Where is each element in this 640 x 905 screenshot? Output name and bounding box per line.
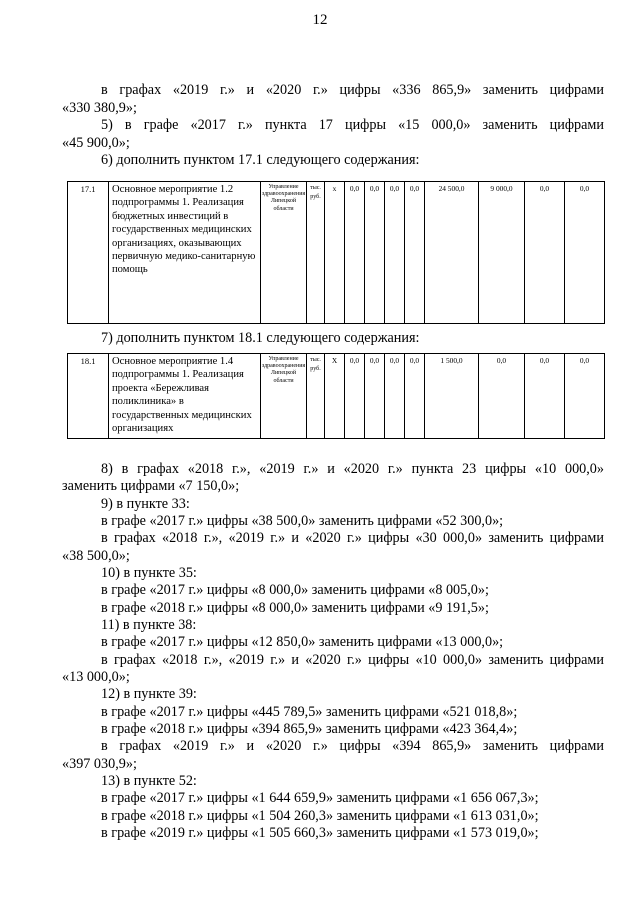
item-value: 0,0 (365, 182, 385, 324)
item-unit: тыс. руб. (307, 182, 325, 324)
page-number: 12 (312, 12, 328, 28)
text-line: в графе «2017 г.» цифры «445 789,5» заменить цифрами «521 018,8»; (101, 704, 518, 720)
text-line: в графе «2017 г.» цифры «12 850,0» заменить цифрами «13 000,0»; (101, 634, 504, 650)
text-line: в графе «2019 г.» цифры «1 505 660,3» заменить цифрами «1 573 019,0»; (101, 825, 539, 841)
item-unit: тыс. руб. (307, 354, 325, 439)
item-value: 0,0 (345, 182, 365, 324)
text-line: в графе «2018 г.» цифры «8 000,0» заменить цифрами «9 191,5»; (101, 600, 489, 616)
item-x: Х (325, 354, 345, 439)
text-line: 12) в пункте 39: (101, 686, 197, 702)
text-line: 11) в пункте 38: (101, 617, 197, 633)
item-value: 0,0 (345, 354, 365, 439)
text-line: 8) в графах «2018 г.», «2019 г.» и «2020 г.» пункта 23 цифры «10 000,0» (101, 461, 604, 477)
text-line: «330 380,9»; (62, 100, 137, 116)
item-value: 0,0 (525, 182, 565, 324)
item-value: 0,0 (565, 182, 605, 324)
item-value: 9 000,0 (479, 182, 525, 324)
text-line: в графах «2019 г.» и «2020 г.» цифры «336 865,9» заменить цифрами (101, 82, 604, 98)
item-value: 0,0 (525, 354, 565, 439)
text-line: в графе «2017 г.» цифры «38 500,0» заменить цифрами «52 300,0»; (101, 513, 504, 529)
item-executor: Управление здравоохранения Липецкой области (261, 354, 307, 439)
text-line: 6) дополнить пунктом 17.1 следующего содержания: (101, 152, 420, 168)
text-line: 5) в графе «2017 г.» пункта 17 цифры «15 000,0» заменить цифрами (101, 117, 604, 133)
text-line: 7) дополнить пунктом 18.1 следующего содержания: (101, 330, 420, 346)
item-name: Основное мероприятие 1.4 подпрограммы 1. Реализация проекта «Бережливая поликлиника» в государственных медицинских организациях (109, 354, 261, 439)
text-line: 13) в пункте 52: (101, 773, 197, 789)
item-value: 1 500,0 (425, 354, 479, 439)
text-line: в графах «2018 г.», «2019 г.» и «2020 г.» цифры «30 000,0» заменить цифрами (101, 530, 604, 546)
item-executor: Управление здравоохранения Липецкой области (261, 182, 307, 324)
item-value: 0,0 (479, 354, 525, 439)
item-value: 0,0 (365, 354, 385, 439)
text-line: в графах «2019 г.» и «2020 г.» цифры «394 865,9» заменить цифрами (101, 738, 604, 754)
table-item-17-1 (67, 181, 605, 324)
item-value: 0,0 (405, 354, 425, 439)
text-line: в графах «2018 г.», «2019 г.» и «2020 г.» цифры «10 000,0» заменить цифрами (101, 652, 604, 668)
text-line: «397 030,9»; (62, 756, 137, 772)
item-value: 0,0 (385, 354, 405, 439)
item-number: 18.1 (68, 354, 109, 439)
item-value: 0,0 (405, 182, 425, 324)
text-line: в графе «2018 г.» цифры «1 504 260,3» заменить цифрами «1 613 031,0»; (101, 808, 539, 824)
item-x: х (325, 182, 345, 324)
table-item-18-1 (67, 353, 605, 439)
item-value: 0,0 (565, 354, 605, 439)
text-line: «13 000,0»; (62, 669, 130, 685)
item-name: Основное мероприятие 1.2 подпрограммы 1. Реализация бюджетных инвестиций в государственных медицинских организациях, оказывающих первичную медико-санитарную помощь (109, 182, 261, 324)
text-line: в графе «2018 г.» цифры «394 865,9» заменить цифрами «423 364,4»; (101, 721, 518, 737)
item-number: 17.1 (68, 182, 109, 324)
text-line: 10) в пункте 35: (101, 565, 197, 581)
text-line: в графе «2017 г.» цифры «1 644 659,9» заменить цифрами «1 656 067,3»; (101, 790, 539, 806)
item-value: 24 500,0 (425, 182, 479, 324)
text-line: «45 900,0»; (62, 135, 130, 151)
item-value: 0,0 (385, 182, 405, 324)
text-line: «38 500,0»; (62, 548, 130, 564)
text-line: заменить цифрами «7 150,0»; (62, 478, 240, 494)
text-line: 9) в пункте 33: (101, 496, 190, 512)
text-line: в графе «2017 г.» цифры «8 000,0» заменить цифрами «8 005,0»; (101, 582, 489, 598)
